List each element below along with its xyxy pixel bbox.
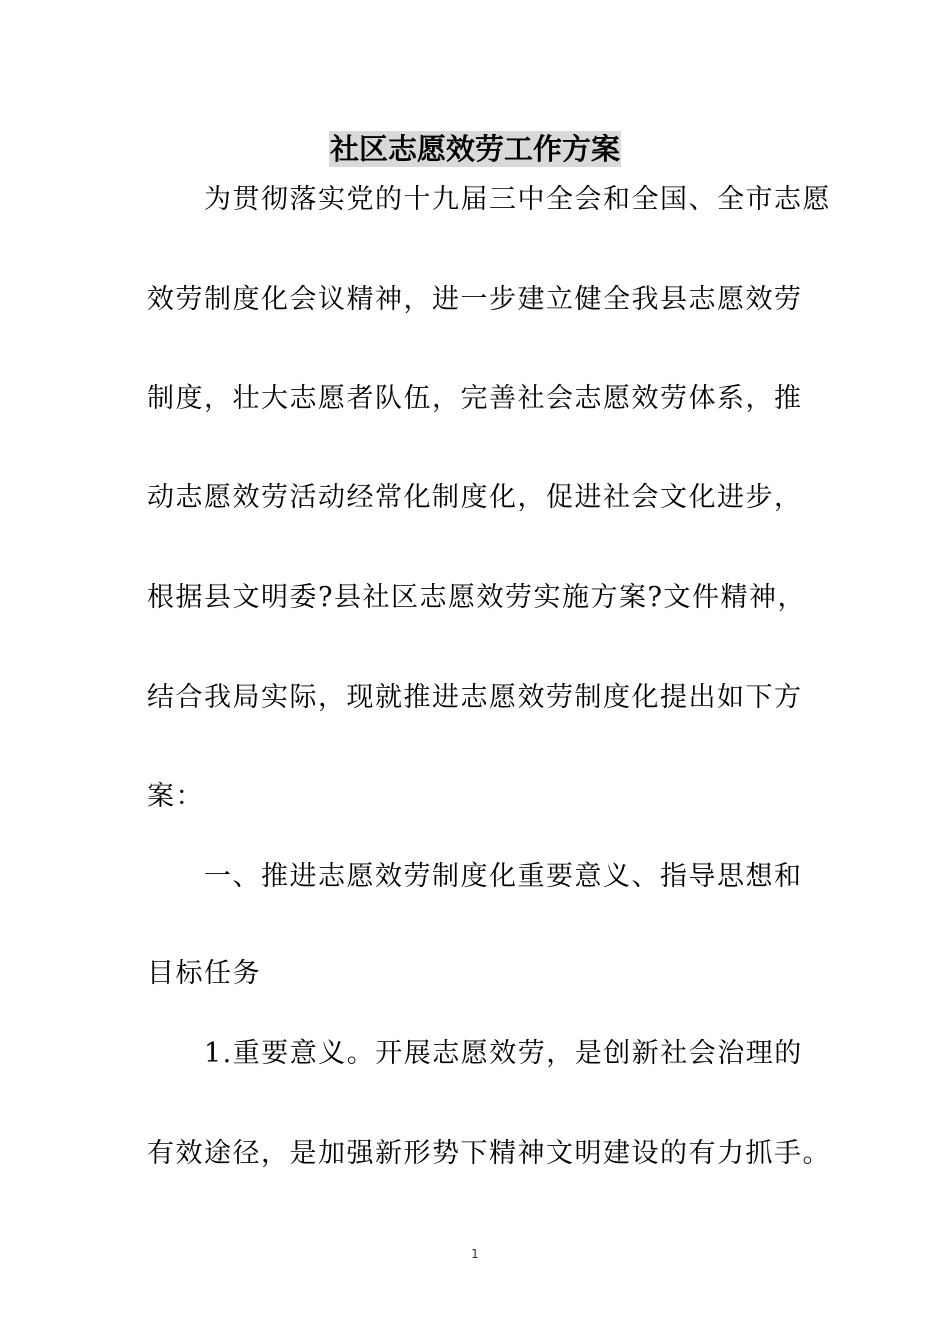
title-container — [0, 131, 950, 167]
page-number: 1 — [471, 1247, 479, 1261]
section-heading: 一、推进志愿效劳制度化重要意义、指导思想和 — [204, 861, 803, 892]
paragraph-line: 有效途径，是加强新形势下精神文明建设的有力抓手。 — [147, 1138, 831, 1169]
paragraph-line: 案： — [147, 781, 204, 812]
paragraph-line: 制度，壮大志愿者队伍，完善社会志愿效劳体系，推 — [147, 383, 803, 414]
paragraph-line: 根据县文明委?县社区志愿效劳实施方案?文件精神， — [147, 582, 806, 613]
section-heading-continuation: 目标任务 — [147, 958, 261, 989]
paragraph-line: 动志愿效劳活动经常化制度化，促进社会文化进步， — [147, 482, 803, 513]
paragraph-line: 为贯彻落实党的十九届三中全会和全国、全市志愿 — [204, 184, 831, 215]
paragraph-line: 效劳制度化会议精神，进一步建立健全我县志愿效劳 — [147, 284, 803, 315]
paragraph-line: 1.重要意义。开展志愿效劳，是创新社会治理的 — [204, 1038, 803, 1069]
document-title: 社区志愿效劳工作方案 — [329, 132, 620, 166]
paragraph-line: 结合我局实际，现就推进志愿效劳制度化提出如下方 — [147, 682, 803, 713]
